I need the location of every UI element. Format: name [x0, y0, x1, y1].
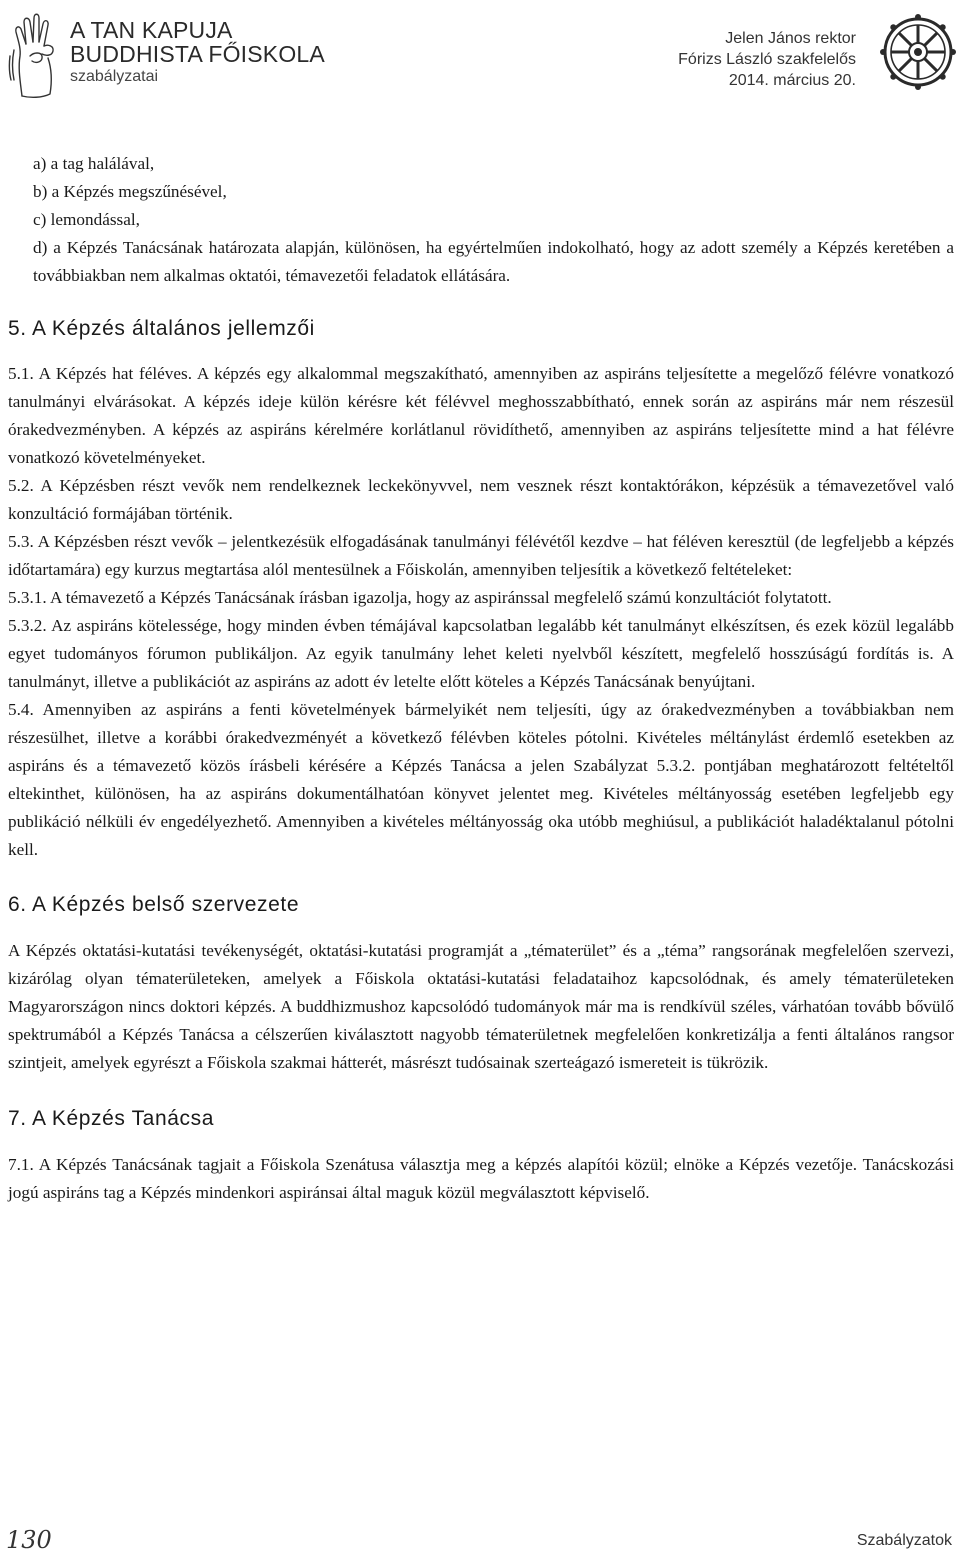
responsible-name: Fórizs László szakfelelős — [678, 51, 856, 68]
paragraph-5-3-1: 5.3.1. A témavezető a Képzés Tanácsának írásban igazolja, hogy az aspiránssal megfelelő számú konzultációt folytatott. — [8, 588, 832, 607]
page-header — [0, 0, 960, 110]
section-heading-6: 6. A Képzés belső szervezete — [8, 893, 300, 916]
mudra-hand-icon — [8, 10, 64, 100]
institution-line-2: BUDDHISTA FŐISKOLA — [70, 41, 325, 67]
document-series: szabályzatai — [70, 68, 159, 85]
paragraph-7-1: 7.1. A Képzés Tanácsának tagjait a Főiskola Szenátusa választja meg a képzés alapítói közül; elnöke a Képzés vezetője. Tanácskozási jogú aspiráns tag a Képzés mindenkori aspiránsai által maguk közül megválasztott képviselő. — [8, 1155, 954, 1202]
section-heading-7: 7. A Képzés Tanácsa — [8, 1107, 214, 1130]
dharma-wheel-icon — [880, 14, 956, 90]
document-body — [8, 150, 954, 1207]
document-date: 2014. március 20. — [728, 72, 856, 89]
page-footer — [0, 1522, 960, 1560]
document-meta — [678, 28, 856, 91]
paragraph-5-3-2: 5.3.2. Az aspiráns kötelessége, hogy minden évben témájával kapcsolatban legalább két tanulmányt elkészítsen, és ezek közül legalább egyet tudományos fórumon publikáljon. Az egyik tanulmány lehet keleti nyelvből készített, megfelelő hosszúságú fordítás is. A tanulmányt, illetve a publikációt az aspiráns az adott év letelte előtt köteles a Képzés Tanácsának benyújtani. — [8, 616, 954, 691]
paragraph-5-1: 5.1. A Képzés hat féléves. A képzés egy alkalommal megszakítható, amennyiben az aspiráns teljesítette a megelőző félévre vonatkozó tanulmányi elvárásokat. A képzés ideje külön kérésre két félévvel meghosszabbítható, ennek során az aspiráns már nem részesül órakedvezményben. A képzés az aspiráns kérelmére korlátlanul rövidíthető, amennyiben az aspiráns teljesítette mind a hat félévre vonatkozó követelményeket. — [8, 364, 954, 467]
paragraph-5-4: 5.4. Amennyiben az aspiráns a fenti követelmények bármelyikét nem teljesíti, úgy az órakedvezményben a továbbiakban nem részesülhet, illetve a korábbi órakedvezményét a következő félévben köteles pótolni. Kivételes méltánylást érdemlő esetekben az aspiráns és a témavezető közös írásbeli kérésére a Képzés Tanácsa a jelen Szabályzat 5.3.2. pontjában meghatározott feltételtől eltekinthet, különösen, ha az aspiráns dokumentálhatóan könyvet jelentet meg. Kivételes méltányosság esetében legfeljebb egy publikáció nélküli év engedélyezhető. Amennyiben a kivételes méltányosság oka utóbb meghiúsul, a publikációt haladéktalanul pótolni kell. — [8, 700, 954, 859]
termination-list — [33, 150, 954, 290]
list-item: d) a Képzés Tanácsának határozata alapján, különösen, ha egyértelműen indokolható, hogy az adott személy a Képzés keretében a továbbiakban nem alkalmas oktatói, témavezetői feladatok ellátására. — [33, 238, 954, 285]
section-heading-5: 5. A Képzés általános jellemzői — [8, 317, 315, 340]
paragraph-5-3: 5.3. A Képzésben részt vevők – jelentkezésük elfogadásának tanulmányi félévétől kezdve – hat féléven keresztül (de legfeljebb a képzés időtartamára) egy kurzus megtartása alól mentesülnek a Főiskolán, amennyiben teljesítik a következő feltételeket: — [8, 532, 954, 579]
footer-title: Szabályzatok — [856, 1532, 952, 1549]
section-5-body — [8, 360, 954, 864]
list-item: a) a tag halálával, — [33, 154, 155, 173]
institution-line-1: A TAN KAPUJA — [70, 17, 233, 43]
list-item: b) a Képzés megszűnésével, — [33, 182, 227, 201]
paragraph-6: A Képzés oktatási-kutatási tevékenységét, oktatási-kutatási programját a „tématerület” és a „téma” rangsorának megfelelően szervezi, kizárólag olyan tématerületeken, amelyek a Főiskola oktatási-kutatási feladataihoz kapcsolódnak, és amely tématerületeken Magyarországon nincs doktori képzés. A buddhizmushoz kapcsolódó tudományok már ma is rendkívül széles, várhatóan tovább bővülő spektrumából a Képzés Tanácsa a célszerűen kiválasztott nagyobb tématerületnek megfelelően konkretizálja a fenti általános rangsor szintjeit, amelyek egyrészt a Főiskola szakmai hátterét, másrészt tudósainak szerteágazó ismereteit is tükrözik. — [8, 941, 954, 1072]
page-number: 130 — [6, 1526, 52, 1554]
list-item: c) lemondással, — [33, 210, 140, 229]
institution-name — [70, 18, 325, 88]
rector-name: Jelen János rektor — [725, 30, 856, 47]
paragraph-5-2: 5.2. A Képzésben részt vevők nem rendelkeznek leckekönyvvel, nem vesznek részt kontaktórákon, képzésük a témavezetővel való konzultáció formájában történik. — [8, 476, 954, 523]
